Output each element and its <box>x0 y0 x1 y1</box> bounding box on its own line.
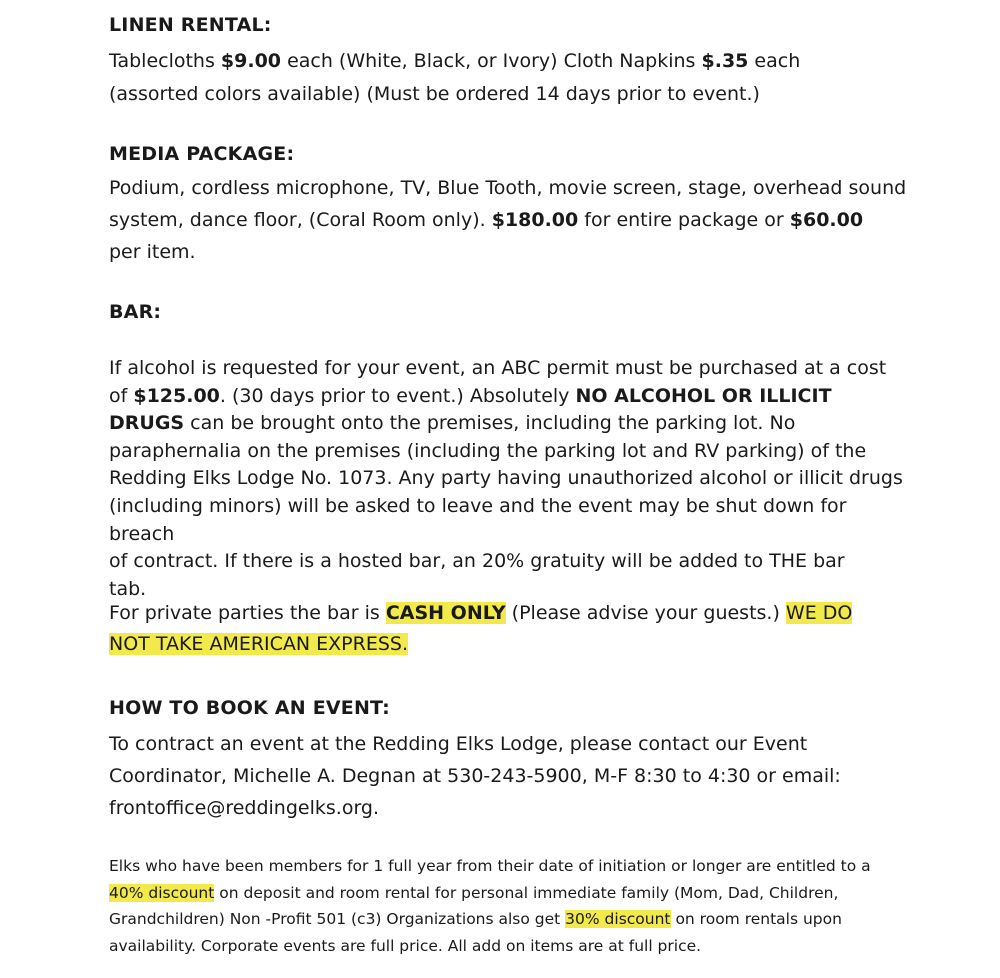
tablecloth-price: $9.00 <box>220 50 282 72</box>
linen-rental-heading: LINEN RENTAL: <box>109 14 272 36</box>
napkin-price: $.35 <box>701 50 749 72</box>
package-price: $180.00 <box>491 209 579 231</box>
how-to-book-heading: HOW TO BOOK AN EVENT: <box>109 697 390 719</box>
amex-highlight-2: NOT TAKE AMERICAN EXPRESS. <box>109 633 409 655</box>
cash-only-notice: For private parties the bar is CASH ONLY (Please advise your guests.) WE DO NOT TAKE AMERICAN EXPRESS. <box>109 602 853 655</box>
media-package-text: Podium, cordless microphone, TV, Blue Tooth, movie screen, stage, overhead sound system, dance floor, (Coral Room only). $180.00 for entire package or $60.00 per item. <box>109 177 907 263</box>
bar-heading: BAR: <box>109 301 162 323</box>
how-to-book-text: To contract an event at the Redding Elks Lodge, please contact our Event Coordinator, Michelle A. Degnan at 530-243-5900, M-F 8:30 to 4:30 or email: frontoffice@reddingelks.org. <box>109 733 841 819</box>
linen-rental-text: Tablecloths $9.00 each (White, Black, or Ivory) Cloth Napkins $.35 each (assorted colors available) (Must be ordered 14 days prior to event.) <box>109 50 801 105</box>
abc-permit-price: $125.00 <box>133 384 220 407</box>
contact-email: frontoffice@reddingelks.org. <box>109 797 380 819</box>
cash-only-highlight: CASH ONLY <box>385 602 506 624</box>
no-alcohol-warning: NO ALCOHOL OR ILLICIT <box>575 384 832 407</box>
member-discount-highlight: 40% discount <box>109 883 215 902</box>
nonprofit-discount-highlight: 30% discount <box>565 910 671 928</box>
item-price: $60.00 <box>789 209 864 231</box>
elks-discount-text: Elks who have been members for 1 full year from their date of initiation or longer are entitled to a 40% discount on deposit and room rental for personal immediate family (Mom, Dad, Children, Grandchildren) Non -Profit 501 (c3) Organizations also get 30% discount on room rentals upon availability. Corporate events are full price. All add on items are at full price. <box>109 857 871 955</box>
amex-highlight-1: WE DO <box>785 602 853 624</box>
bar-policy-text: If alcohol is requested for your event, an ABC permit must be purchased at a cost of $125.00. (30 days prior to event.) Absolutely NO ALCOHOL OR ILLICIT DRUGS can be brought onto the premises, including the parking lot. No paraphernalia on the premises (including the parking lot and RV parking) of the Redding Elks Lodge No. 1073. Any party having unauthorized alcohol or illicit drugs (including minors) will be asked to leave and the event may be shut down for breach of contract. If there is a hosted bar, an 20% gratuity will be added to THE bar tab. <box>109 357 903 600</box>
media-package-heading: MEDIA PACKAGE: <box>109 143 295 165</box>
